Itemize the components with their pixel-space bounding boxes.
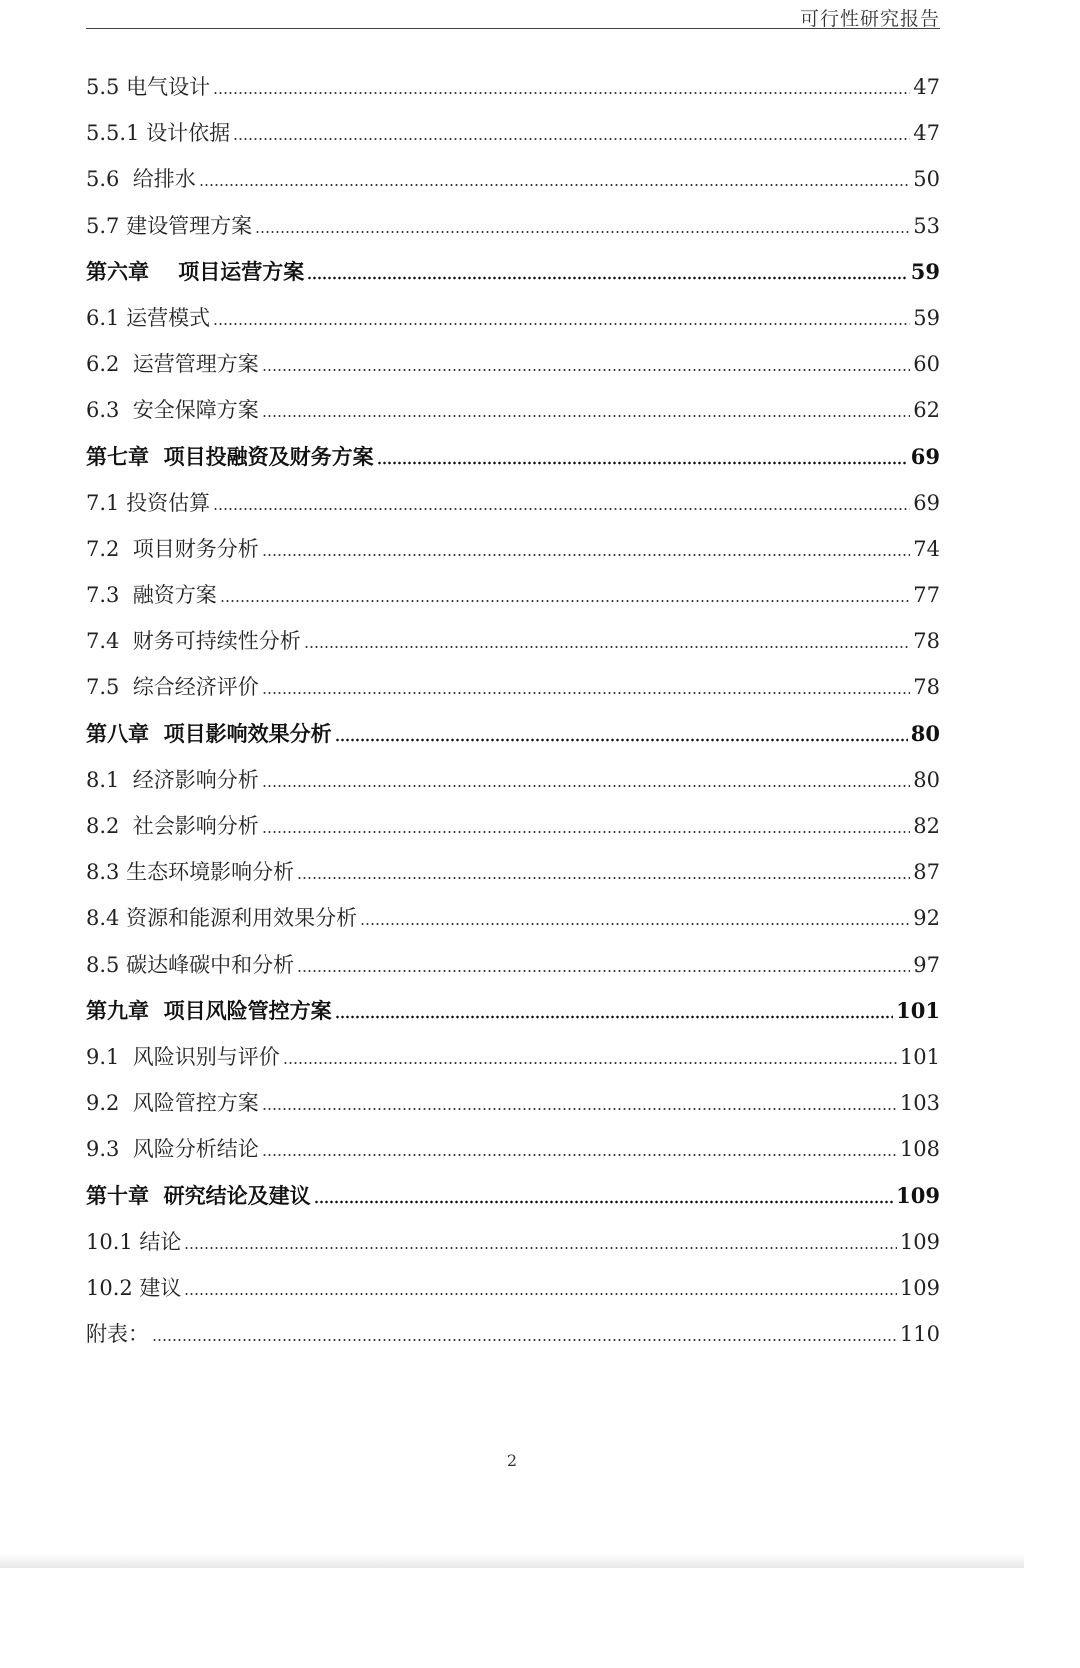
toc-entry-label: 10.2 建议	[86, 1275, 182, 1300]
toc-entry[interactable]	[86, 1173, 940, 1219]
toc-entry-page: 101	[896, 997, 940, 1023]
toc-entry-label: 9.1 风险识别与评价	[86, 1044, 280, 1069]
toc-entry-label: 5.6 给排水	[86, 167, 196, 192]
toc-entry-label: 6.2 运营管理方案	[86, 352, 259, 377]
toc-entry[interactable]	[86, 64, 940, 110]
dot-leader	[262, 1136, 897, 1157]
page-number: 2	[506, 1451, 518, 1470]
toc-entry-page: 110	[899, 1322, 940, 1347]
toc-entry-page: 69	[910, 443, 940, 469]
dot-leader	[220, 582, 911, 603]
dot-leader	[233, 120, 910, 141]
toc-entry[interactable]	[86, 480, 940, 526]
toc-entry-label: 8.1 经济影响分析	[86, 767, 259, 792]
toc-entry[interactable]	[86, 618, 940, 664]
toc-entry[interactable]	[86, 1219, 940, 1265]
dot-leader	[262, 351, 911, 372]
toc-entry[interactable]	[86, 156, 940, 202]
toc-entry[interactable]	[86, 110, 940, 156]
dot-leader	[152, 1321, 897, 1342]
toc-entry-page: 59	[913, 305, 940, 330]
dot-leader	[297, 952, 910, 973]
toc-entry[interactable]	[86, 1265, 940, 1311]
toc-entry-label: 6.1 运营模式	[86, 305, 211, 330]
toc-entry-page: 101	[899, 1044, 940, 1069]
toc-entry-label: 第七章 项目投融资及财务方案	[86, 443, 374, 469]
toc-entry[interactable]	[86, 988, 940, 1034]
toc-entry-page: 80	[910, 720, 940, 746]
toc-entry-page: 74	[913, 536, 940, 561]
toc-entry-label: 第九章 项目风险管控方案	[86, 997, 332, 1023]
toc-entry-label: 10.1 结论	[86, 1229, 182, 1254]
toc-entry-page: 53	[913, 213, 940, 238]
toc-entry[interactable]	[86, 757, 940, 803]
toc-entry[interactable]	[86, 1126, 940, 1172]
toc-entry-page: 47	[913, 75, 940, 99]
dot-leader	[262, 813, 911, 834]
dot-leader	[314, 1183, 894, 1204]
toc-entry[interactable]	[86, 849, 940, 895]
toc-entry-label: 8.3 生态环境影响分析	[86, 860, 295, 885]
toc-entry-label: 7.1 投资估算	[86, 490, 211, 515]
toc-entry[interactable]	[86, 387, 940, 433]
dot-leader	[377, 444, 908, 465]
dot-leader	[283, 1044, 897, 1065]
toc-entry-page: 82	[913, 814, 940, 838]
toc-entry-page: 78	[913, 629, 940, 654]
toc-entry-label: 9.3 风险分析结论	[86, 1137, 259, 1162]
toc-entry-label: 9.2 风险管控方案	[86, 1091, 259, 1116]
toc-entry-page: 78	[913, 675, 940, 700]
toc-entry-page: 60	[913, 352, 940, 377]
dot-leader	[360, 905, 910, 926]
dot-leader	[307, 259, 908, 280]
toc-entry[interactable]	[86, 803, 940, 849]
dot-leader	[262, 397, 911, 418]
toc-entry[interactable]	[86, 1080, 940, 1126]
toc-entry-label: 7.5 综合经济评价	[86, 675, 259, 700]
toc-entry[interactable]	[86, 249, 940, 295]
header-title: 可行性研究报告	[799, 8, 940, 30]
toc-entry-label: 第八章 项目影响效果分析	[86, 720, 332, 746]
toc-entry-page: 87	[913, 860, 940, 885]
dot-leader	[213, 305, 910, 326]
toc-entry-page: 59	[910, 258, 940, 284]
table-of-contents	[86, 64, 940, 1357]
toc-entry-page: 108	[899, 1137, 940, 1162]
toc-entry-page: 109	[899, 1275, 940, 1300]
dot-leader	[335, 998, 894, 1019]
toc-entry-page: 92	[913, 906, 940, 931]
dot-leader	[262, 767, 911, 788]
dot-leader	[199, 166, 911, 187]
toc-entry-label: 7.3 融资方案	[86, 583, 217, 608]
toc-entry-label: 附表：	[86, 1322, 149, 1347]
toc-entry[interactable]	[86, 341, 940, 387]
toc-entry[interactable]	[86, 1311, 940, 1357]
toc-entry-page: 50	[913, 167, 940, 192]
toc-entry[interactable]	[86, 203, 940, 249]
toc-entry-page: 97	[913, 952, 940, 977]
toc-entry-page: 47	[913, 121, 940, 146]
toc-entry-label: 第十章 研究结论及建议	[86, 1182, 311, 1208]
toc-entry-page: 80	[913, 767, 940, 792]
toc-entry-label: 7.2 项目财务分析	[86, 536, 259, 561]
toc-entry-label: 5.5 电气设计	[86, 75, 211, 99]
dot-leader	[304, 628, 911, 649]
toc-entry-label: 7.4 财务可持续性分析	[86, 629, 301, 654]
toc-entry[interactable]	[86, 572, 940, 618]
toc-entry-page: 69	[913, 490, 940, 515]
toc-entry-label: 5.7 建设管理方案	[86, 213, 253, 238]
dot-leader	[335, 721, 908, 742]
toc-entry-label: 8.5 碳达峰碳中和分析	[86, 952, 295, 977]
dot-leader	[213, 74, 910, 95]
dot-leader	[255, 213, 910, 234]
toc-entry[interactable]	[86, 711, 940, 757]
dot-leader	[262, 1090, 897, 1111]
dot-leader	[262, 674, 911, 695]
page-bottom-edge	[0, 1554, 1024, 1568]
toc-entry-label: 8.2 社会影响分析	[86, 814, 259, 838]
toc-entry-page: 77	[913, 583, 940, 608]
toc-entry-page: 109	[896, 1182, 940, 1208]
page-header	[86, 0, 940, 29]
toc-entry-page: 103	[899, 1091, 940, 1116]
dot-leader	[213, 490, 910, 511]
dot-leader	[297, 859, 910, 880]
toc-entry[interactable]	[86, 1034, 940, 1080]
toc-entry[interactable]	[86, 664, 940, 710]
toc-entry-label: 5.5.1 设计依据	[86, 121, 231, 146]
toc-entry-label: 第六章 项目运营方案	[86, 258, 305, 284]
toc-entry[interactable]	[86, 434, 940, 480]
toc-entry[interactable]	[86, 526, 940, 572]
dot-leader	[262, 536, 911, 557]
dot-leader	[184, 1229, 896, 1250]
dot-leader	[184, 1275, 896, 1296]
toc-entry-label: 6.3 安全保障方案	[86, 398, 259, 423]
toc-entry[interactable]	[86, 942, 940, 988]
toc-entry[interactable]	[86, 295, 940, 341]
toc-entry-page: 109	[899, 1229, 940, 1254]
toc-entry-label: 8.4 资源和能源利用效果分析	[86, 906, 358, 931]
toc-entry-page: 62	[913, 398, 940, 423]
toc-entry[interactable]	[86, 895, 940, 941]
